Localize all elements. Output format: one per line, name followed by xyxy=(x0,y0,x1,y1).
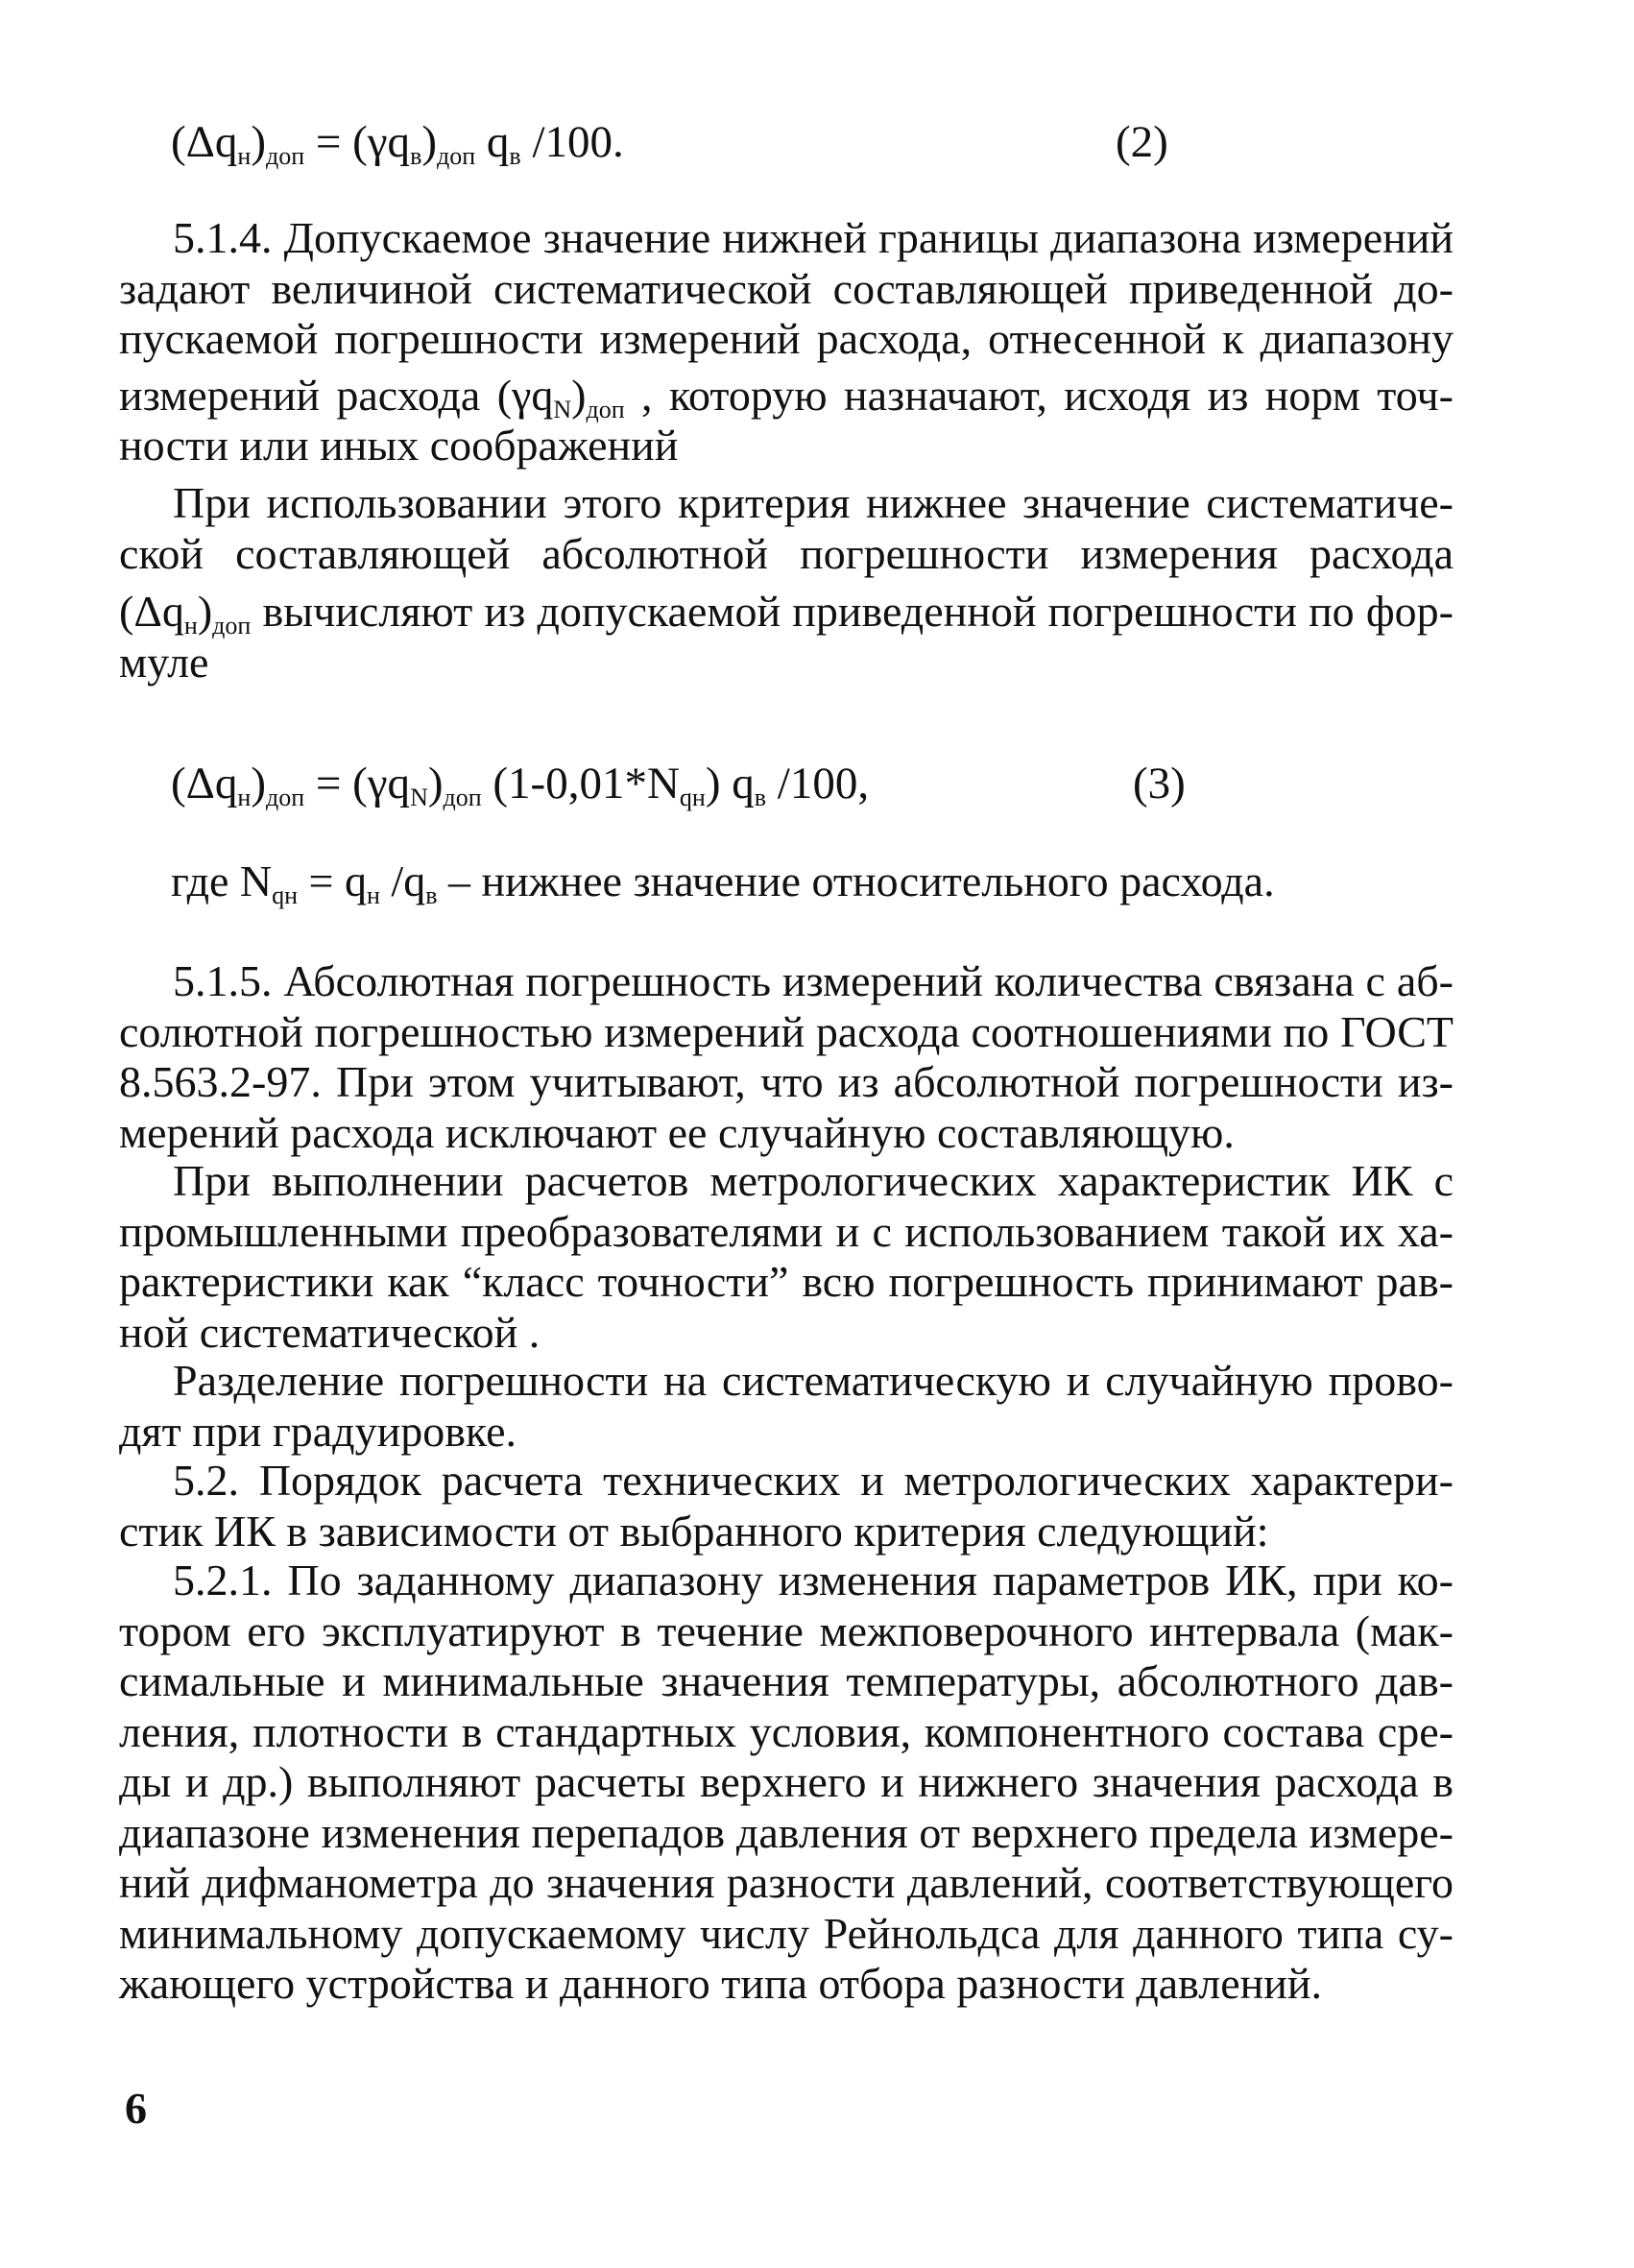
paragraph-5-2-1 xyxy=(119,1556,1454,2010)
paragraph-5-1-5 xyxy=(119,956,1454,1158)
text-line: промышленными преобразователями и с использованием такой их ха- xyxy=(119,1206,1454,1256)
text-line: ности или иных соображений xyxy=(119,421,679,470)
text-line: пускаемой погрешности измерений расхода, отнесенной к диапазону xyxy=(119,314,1454,363)
text-line: муле xyxy=(119,637,209,687)
text-line: симальные и минимальные значения температуры, абсолютного дав- xyxy=(119,1656,1454,1705)
text-line: ления, плотности в стандартных условия, компонентного состава сре- xyxy=(119,1706,1454,1756)
text-line: При использовании этого критерия нижнее значение систематиче- xyxy=(173,478,1454,527)
text-line: измерений расхода $(\gamma q_N)_{доп}$ , которую назначают, исходя из норм точ- xyxy=(119,370,1454,423)
text-line: ний дифманометра до значения разности давлений, соответствующего xyxy=(119,1858,1454,1907)
text-line: задают величиной систематической составляющей приведенной до- xyxy=(119,263,1454,313)
text-line: ной систематической . xyxy=(119,1307,541,1357)
text-line: 8.563.2-97. При этом учитывают, что из абсолютной погрешности из- xyxy=(119,1057,1454,1106)
text-line: стик ИК в зависимости от выбранного критерия следующий: xyxy=(119,1506,1269,1556)
text-line: тором его эксплуатируют в течение межповерочного интервала (мак- xyxy=(119,1605,1454,1655)
paragraph-5-1-4 xyxy=(119,213,1454,471)
formula-explanation: где $N_{qн} = q_н$ $/q_в$ – нижнее значение относительного расхода. xyxy=(171,857,1275,909)
text-line: солютной погрешностью измерений расхода соотношениями по ГОСТ xyxy=(119,1006,1454,1056)
text-line: $(\Delta q_н)_{доп}$ вычисляют из допускаемой приведенной погрешности по фор- xyxy=(119,587,1454,639)
text-line: ды и др.) выполняют расчеты верхнего и нижнего значения расхода в xyxy=(119,1757,1454,1806)
equation-number-3: (3) xyxy=(1133,759,1186,808)
text-line: При выполнении расчетов метрологических характеристик ИК с xyxy=(173,1156,1454,1205)
formula-3: $(\Delta q_н)_{доп} = (\gamma q_N)_{доп}$ $(1-0,01*N_{qн})$ $q_в$ /100, xyxy=(171,759,870,811)
text-line: 5.2.1. По заданному диапазону изменения параметров ИК, при ко- xyxy=(173,1556,1454,1604)
paragraph-error-separation xyxy=(119,1356,1454,1457)
paragraph-5-2 xyxy=(119,1456,1454,1556)
text-line: 5.1.5. Абсолютная погрешность измерений количества связана с аб- xyxy=(173,956,1454,1005)
text-line: диапазоне изменения перепадов давления от верхнего предела измере- xyxy=(119,1807,1454,1857)
text-line: мерений расхода исключают ее случайную составляющую. xyxy=(119,1107,1235,1157)
formula-2: $(\Delta q_н)_{доп} = (\gamma q_в)_{доп}$ $q_в$ /100. xyxy=(171,117,624,170)
text-line: 5.2. Порядок расчета технических и метрологических характери- xyxy=(173,1456,1454,1505)
text-line: рактеристики как “класс точности” всю погрешность принимают рав- xyxy=(119,1257,1454,1306)
text-line: дят при градуировке. xyxy=(119,1406,517,1456)
text-line: ской составляющей абсолютной погрешности измерения расхода xyxy=(119,528,1454,578)
paragraph-industrial-converters xyxy=(119,1156,1454,1358)
text-line: минимальному допускаемому числу Рейнольдса для данного типа су- xyxy=(119,1908,1454,1958)
equation-number-2: (2) xyxy=(1116,117,1168,167)
page-number: 6 xyxy=(125,2084,147,2133)
paragraph-criterion xyxy=(119,478,1454,688)
text-line: 5.1.4. Допускаемое значение нижней границы диапазона измерений xyxy=(173,213,1454,262)
text-line: Разделение погрешности на систематическую и случайную прово- xyxy=(173,1356,1454,1405)
text-line: жающего устройства и данного типа отбора разности давлений. xyxy=(119,1959,1322,2008)
